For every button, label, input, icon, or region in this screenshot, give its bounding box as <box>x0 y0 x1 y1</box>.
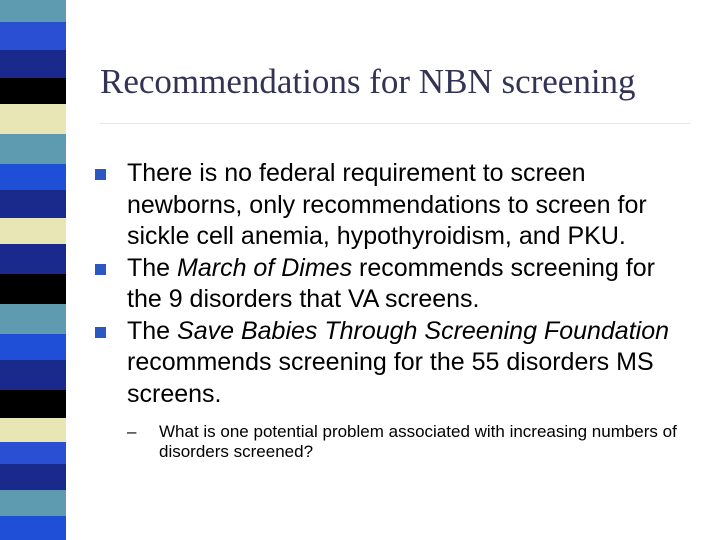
sub-bullet-item <box>127 422 679 461</box>
bullet-item <box>95 253 695 316</box>
decorative-stripe <box>0 0 66 540</box>
stripe-block <box>0 418 66 442</box>
sub-bullet-text: What is one potential problem associated with increasing numbers of disorders screened? <box>159 422 677 461</box>
stripe-block <box>0 360 66 390</box>
bullet-emphasis: Save Babies Through Screening Foundation <box>177 316 670 345</box>
bullet-item <box>95 158 695 253</box>
bullet-list <box>95 158 695 461</box>
square-bullet-icon <box>95 264 106 275</box>
bullet-text-prefix: The <box>127 253 178 282</box>
bullet-text: There is no federal requirement to screen newborns, only recommendations to screen for sickle cell anemia, hypothyroidism, and PKU. <box>127 159 647 250</box>
dash-bullet-icon: – <box>127 422 137 441</box>
stripe-block <box>0 334 66 360</box>
stripe-block <box>0 164 66 190</box>
stripe-block <box>0 218 66 244</box>
bullet-text-suffix: recommends screening for the 9 disorders that VA screens. <box>127 253 655 313</box>
stripe-block <box>0 390 66 418</box>
bullet-emphasis: March of Dimes <box>177 253 353 282</box>
square-bullet-icon <box>95 327 106 338</box>
stripe-block <box>0 244 66 274</box>
title-divider <box>100 123 690 124</box>
slide-title: Recommendations for NBN screening <box>100 62 636 101</box>
bullet-text-prefix: The <box>127 316 178 345</box>
stripe-block <box>0 274 66 304</box>
stripe-block <box>0 50 66 78</box>
stripe-block <box>0 490 66 516</box>
stripe-block <box>0 0 66 22</box>
stripe-block <box>0 304 66 334</box>
stripe-block <box>0 104 66 134</box>
stripe-block <box>0 464 66 490</box>
stripe-block <box>0 442 66 464</box>
bullet-text-suffix: recommends screening for the 55 disorders MS screens. <box>127 348 654 408</box>
square-bullet-icon <box>95 169 106 180</box>
stripe-block <box>0 190 66 218</box>
stripe-block <box>0 134 66 164</box>
stripe-block <box>0 22 66 50</box>
stripe-block <box>0 78 66 104</box>
stripe-block <box>0 516 66 540</box>
bullet-item <box>95 316 695 411</box>
